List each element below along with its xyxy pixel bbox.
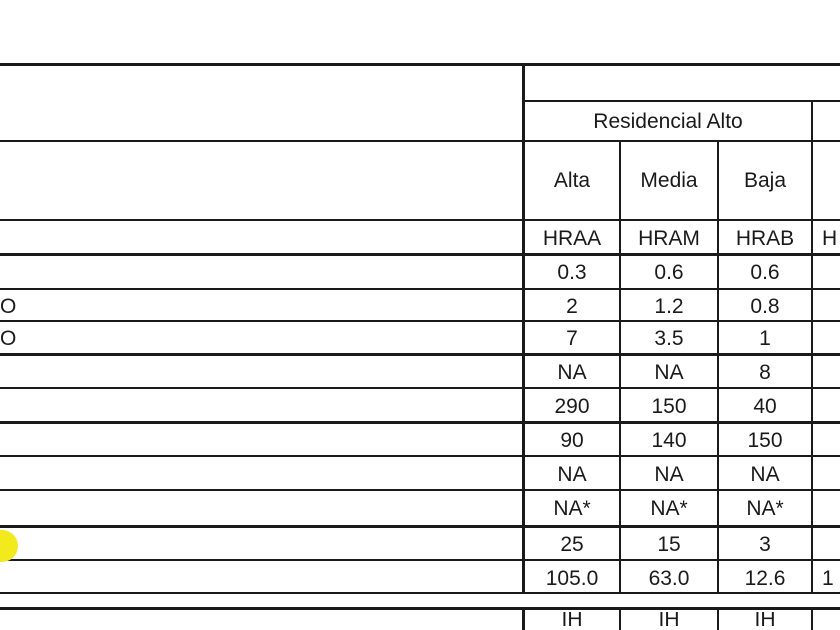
table-cell: 90: [560, 428, 584, 452]
row-label-fragment: O: [0, 326, 17, 350]
table-cell: 150: [651, 394, 687, 418]
table-cell-cut: IH: [561, 612, 583, 630]
table-cell: NA: [557, 360, 587, 384]
row-label-fragment: O: [0, 294, 17, 318]
subheader-media: Media: [640, 169, 698, 192]
table-cell: 3: [759, 532, 771, 556]
table-cell: 150: [747, 428, 783, 452]
table-cell: 25: [560, 532, 584, 556]
table-cell: 0.3: [557, 260, 587, 284]
subheader-alta: Alta: [553, 169, 591, 192]
table-cell: 63.0: [648, 566, 690, 590]
table-cell: 0.8: [750, 294, 780, 318]
table-cell-overflow-fragment: 1: [822, 566, 834, 590]
table-cell: 8: [759, 360, 771, 384]
table-cell: 140: [651, 428, 687, 452]
table-cell: 0.6: [654, 260, 684, 284]
group-header-residencial-alto: Residencial Alto: [593, 109, 743, 133]
table-cell: NA*: [553, 496, 591, 520]
table-cell: 3.5: [654, 326, 684, 350]
code-hrab: HRAB: [735, 226, 795, 250]
table-cell: 0.6: [750, 260, 780, 284]
table-rule: [0, 63, 840, 66]
code-hraa: HRAA: [542, 226, 602, 250]
table-cell: NA: [654, 360, 684, 384]
table-cell-cut: IH: [658, 612, 680, 630]
table-cell: 7: [566, 326, 578, 350]
table-cell: NA*: [650, 496, 688, 520]
table-rule: [0, 607, 840, 610]
table-cell: 1.2: [654, 294, 684, 318]
table-cell: NA: [557, 462, 587, 486]
highlight-marker: [0, 530, 18, 562]
table-cell: 40: [753, 394, 777, 418]
table-cell: 290: [554, 394, 590, 418]
table-cell-cut: IH: [754, 612, 776, 630]
table-cell: NA*: [746, 496, 784, 520]
table-cell: NA: [750, 462, 780, 486]
table-cell: NA: [654, 462, 684, 486]
table-cell: 105.0: [545, 566, 599, 590]
table-cell: 15: [657, 532, 681, 556]
code-next-fragment: H: [822, 226, 838, 250]
table-cell: 12.6: [744, 566, 786, 590]
code-hram: HRAM: [638, 226, 700, 250]
table-rule: [0, 219, 840, 221]
table-cell: 1: [759, 326, 771, 350]
table-cell: 2: [566, 294, 578, 318]
subheader-baja: Baja: [743, 169, 787, 192]
